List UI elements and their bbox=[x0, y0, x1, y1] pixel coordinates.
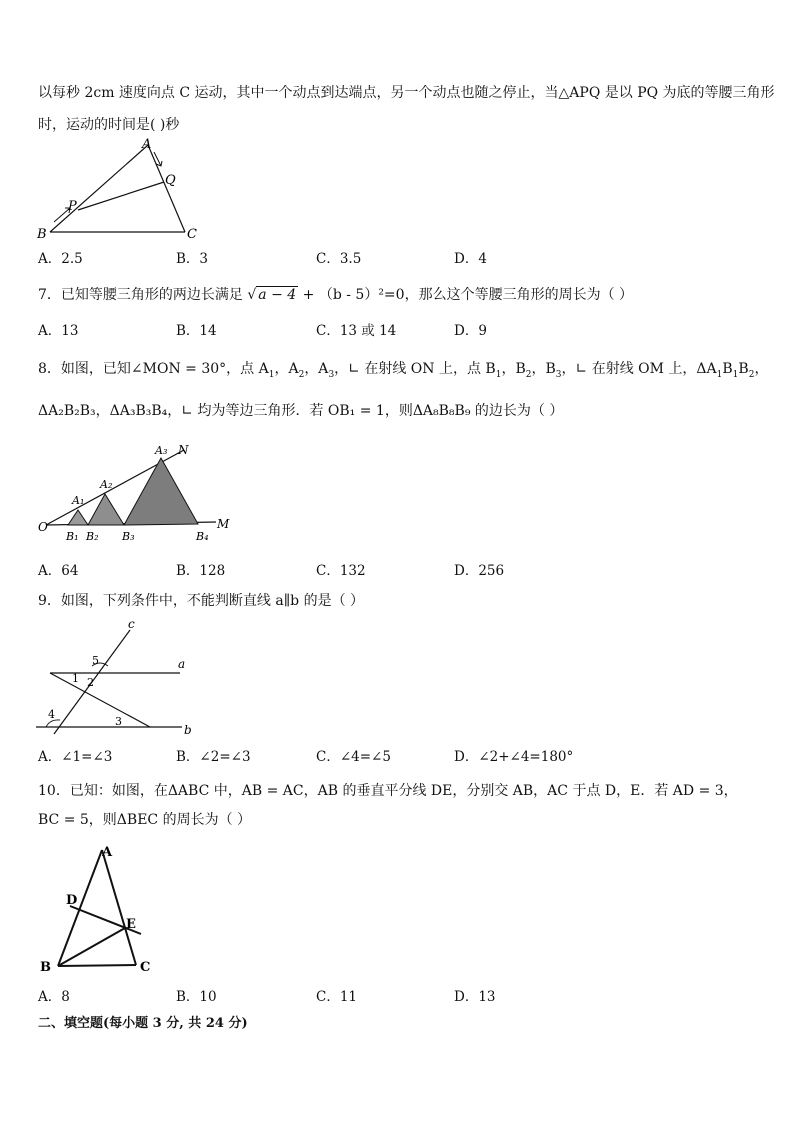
q9-option-c: C．∠4=∠5 bbox=[316, 749, 391, 765]
q9-line1: 9．如图，下列条件中，不能判断直线 a∥b 的是（ ） bbox=[38, 593, 365, 609]
q8-text-h: B bbox=[722, 361, 733, 377]
q6-label-B: B bbox=[37, 227, 47, 242]
q8-label-B1: B₁ bbox=[66, 530, 79, 543]
q7-option-b: B．14 bbox=[176, 323, 217, 339]
q8-option-b: B．128 bbox=[176, 563, 226, 579]
q8-line1: 8．如图，已知∠MON = 30°，点 $A_1$，$A_2$，$A_3$，∟ 在射线 ON 上，点 $B_1$，$B_2$，$B_3$，∟ 在射线 OM 上，$\Delta A_1B_1B_2$， bbox=[38, 361, 769, 380]
q9-label-2: 2 bbox=[87, 676, 94, 689]
q8-label-N: N bbox=[178, 443, 189, 457]
q8-text-b: ，A bbox=[274, 361, 299, 377]
q10-option-a: A．8 bbox=[38, 989, 70, 1005]
q9-figure bbox=[32, 616, 212, 740]
q6-option-b: B．3 bbox=[176, 251, 209, 267]
q9-label-c: c bbox=[128, 617, 135, 631]
q8-label-B4: B₄ bbox=[196, 530, 209, 543]
q6-label-A: A bbox=[142, 137, 152, 152]
q9-label-a: a bbox=[178, 657, 186, 671]
q9-option-a: A．∠1=∠3 bbox=[38, 749, 113, 765]
q10-line1: 10．已知：如图，在ΔABC 中，AB = AC，AB 的垂直平分线 DE，分别交 AB，AC 于点 D，E．若 AD = 3， bbox=[38, 783, 738, 799]
q6-line1: 以每秒 2cm 速度向点 C 运动，其中一个动点到达端点，另一个动点也随之停止，当△APQ 是以 PQ 为底的等腰三角形 bbox=[38, 85, 775, 101]
q10-option-b: B．10 bbox=[176, 989, 217, 1005]
q8-line2: ΔA₂B₂B₃，ΔA₃B₃B₄，∟ 均为等边三角形．若 OB₁ = 1，则ΔA₈B₈B₉ 的边长为（ ） bbox=[38, 403, 564, 419]
q8-text-c: ，A bbox=[304, 361, 329, 377]
q10-label-D: D bbox=[66, 893, 78, 908]
q6-line2: 时，运动的时间是( )秒 bbox=[38, 117, 180, 133]
q8-option-c: C．132 bbox=[316, 563, 366, 579]
q8-option-d: D．256 bbox=[454, 563, 505, 579]
q8-text-g: ，∟ 在射线 OM 上，ΔA bbox=[561, 361, 717, 377]
q8-text-a: 8．如图，已知∠MON = 30°，点 A bbox=[38, 361, 269, 377]
q7-sqrt-sign: √ bbox=[247, 287, 257, 303]
q8-option-a: A．64 bbox=[38, 563, 79, 579]
q9-label-4: 4 bbox=[48, 708, 55, 721]
q6-option-d: D．4 bbox=[454, 251, 487, 267]
q10-label-A: A bbox=[102, 845, 113, 860]
q8-label-A1: A₁ bbox=[72, 494, 85, 507]
q7-option-c: C．13 或 14 bbox=[316, 323, 397, 339]
q7-stem bbox=[38, 286, 633, 304]
q8-text-j: ， bbox=[754, 361, 769, 377]
q7-option-d: D．9 bbox=[454, 323, 487, 339]
q8-label-B2: B₂ bbox=[86, 530, 99, 543]
q6-option-a: A．2.5 bbox=[38, 251, 83, 267]
q7-rest: + （b - 5）²=0，那么这个等腰三角形的周长为（ ） bbox=[302, 287, 634, 303]
q6-label-P: P bbox=[68, 199, 77, 214]
q10-line2: BC = 5，则ΔBEC 的周长为（ ） bbox=[38, 812, 252, 828]
section2-title: 二、填空题(每小题 3 分, 共 24 分) bbox=[38, 1016, 248, 1031]
q6-figure bbox=[30, 136, 210, 242]
q8-label-A2: A₂ bbox=[100, 478, 113, 491]
q6-label-C: C bbox=[187, 227, 197, 242]
q10-option-c: C．11 bbox=[316, 989, 358, 1005]
q9-option-d: D．∠2+∠4=180° bbox=[454, 749, 574, 765]
q10-label-C: C bbox=[140, 960, 151, 975]
q8-label-A3: A₃ bbox=[155, 444, 168, 457]
q8-label-B3: B₃ bbox=[122, 530, 135, 543]
q7-sqrt-radicand: a − 4 bbox=[258, 287, 297, 303]
q8-text-i: B bbox=[738, 361, 749, 377]
q8-text-e: ，B bbox=[501, 361, 526, 377]
q10-figure bbox=[36, 840, 166, 980]
q8-text-f: ，B bbox=[531, 361, 556, 377]
q10-option-d: D．13 bbox=[454, 989, 496, 1005]
q9-label-1: 1 bbox=[72, 672, 79, 685]
q10-label-B: B bbox=[40, 960, 51, 975]
q9-label-b: b bbox=[184, 723, 192, 737]
q6-label-Q: Q bbox=[165, 173, 176, 188]
q8-figure bbox=[34, 438, 234, 548]
q8-label-M: M bbox=[217, 517, 230, 531]
q7-option-a: A．13 bbox=[38, 323, 79, 339]
q9-label-5: 5 bbox=[92, 654, 99, 667]
q9-label-3: 3 bbox=[115, 715, 122, 728]
q8-label-O: O bbox=[38, 520, 48, 534]
q10-label-E: E bbox=[126, 917, 136, 932]
q9-option-b: B．∠2=∠3 bbox=[176, 749, 251, 765]
q7-prefix: 7．已知等腰三角形的两边长满足 bbox=[38, 287, 243, 303]
q6-option-c: C．3.5 bbox=[316, 251, 362, 267]
q8-text-d: ，∟ 在射线 ON 上，点 B bbox=[334, 361, 496, 377]
